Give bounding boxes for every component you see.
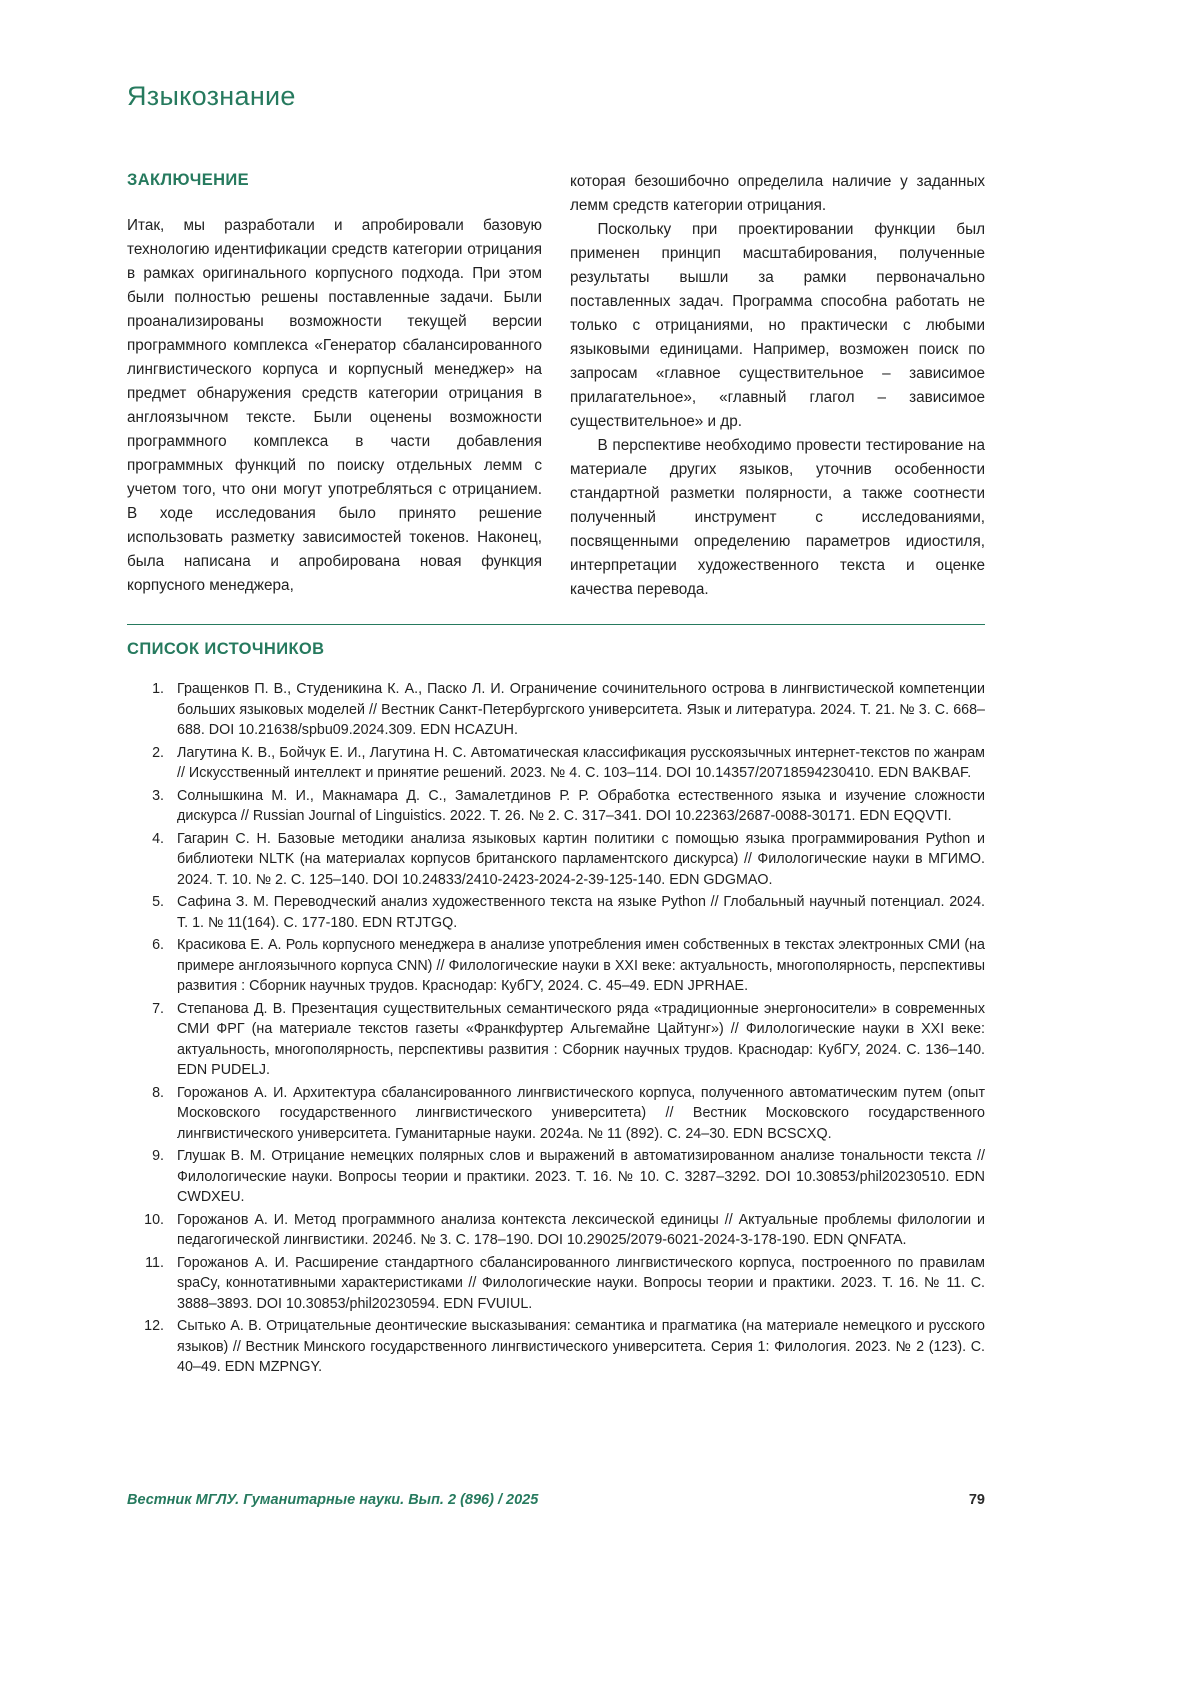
reference-citation: Метод программного анализа контекста лексической единицы // Актуальные проблемы филологии и педагогической лингвистики. 2024б. № 3. С. 178–190. DOI 10.29025/2079-6021-2024-3-178-190. EDN QNFATA. — [177, 1211, 985, 1248]
reference-text — [177, 786, 985, 827]
reference-authors: Степанова Д. В. — [177, 1000, 287, 1017]
reference-item — [127, 1316, 985, 1378]
reference-citation: Роль корпусного менеджера в анализе употребления имен собственных в текстах электронных СМИ (на примере англоязычного корпуса CNN) // Филологические науки в XXI веке: актуальность, многополярность, перспективы развития : Сборник научных трудов. Краснодар: КубГУ, 2024. С. 45–49. EDN JPRHAE. — [177, 937, 985, 994]
page-footer — [127, 1492, 985, 1508]
reference-authors: Гращенков П. В., Студеникина К. А., Паско Л. И. — [177, 681, 505, 697]
sources-heading: СПИСОК ИСТОЧНИКОВ — [127, 640, 325, 658]
left-column — [127, 170, 542, 602]
reference-citation: Презентация существительных семантического ряда «традиционные энергоносители» в современных СМИ ФРГ (на материале текстов газеты «Франкфуртер Альгемайне Цайтунг») // Филологические науки в XXI веке: актуальность, многополярность, перспективы развития : Сборник научных трудов. Краснодар: КубГУ, 2024. С. 136–140. EDN PUDELJ. — [177, 1000, 985, 1078]
reference-citation: Ограничение сочинительного острова в лингвистической компетенции больших языковых моделей // Вестник Санкт-Петербургского университета. Язык и литература. 2024. Т. 21. № 3. С. 668–688. DOI 10.21638/spbu09.2024.309. EDN HCAZUH. — [177, 681, 985, 738]
conclusion-section — [127, 170, 985, 602]
reference-text — [177, 1083, 985, 1145]
reference-item — [127, 999, 985, 1081]
conclusion-heading: ЗАКЛЮЧЕНИЕ — [127, 171, 250, 189]
reference-authors: Красикова Е. А. — [177, 937, 282, 953]
reference-authors: Глушак В. М. — [177, 1148, 266, 1164]
body-paragraph: В перспективе необходимо провести тестирование на материале других языков, уточнив особенности стандартной разметки полярности, а также соотнести полученный инструмент с исследованиями, посвященными определению параметров идиостиля, интерпретации художественного текста и оценке качества перевода. — [570, 437, 985, 598]
reference-text — [177, 829, 985, 891]
reference-citation: Обработка естественного языка и изучение сложности дискурса // Russian Journal of Linguistics. 2022. Т. 26. № 2. С. 317–341. DOI 10.22363/2687-0088-30171. EDN EQQVTI. — [177, 787, 985, 824]
reference-item — [127, 935, 985, 997]
reference-authors: Лагутина К. В., Бойчук Е. И., Лагутина Н. С. — [177, 744, 467, 761]
reference-authors: Сытько А. В. — [177, 1318, 262, 1334]
reference-text — [177, 743, 985, 784]
reference-number: 4. — [152, 830, 164, 847]
reference-citation: Отрицание немецких полярных слов и выражений в автоматизированном анализе тональности текста // Филологические науки. Вопросы теории и практики. 2023. Т. 16. № 10. С. 3287–3292. DOI 10.30853/phil20230510. EDN CWDXEU. — [177, 1148, 985, 1205]
reference-text — [177, 1316, 985, 1378]
reference-number: 3. — [152, 787, 164, 804]
left-column-paragraphs — [127, 214, 542, 598]
footer-journal-title: Вестник МГЛУ. Гуманитарные науки. Вып. 2 (896) / 2025 — [127, 1492, 539, 1508]
reference-number: 8. — [152, 1084, 164, 1101]
section-divider — [127, 624, 985, 625]
reference-text — [177, 935, 985, 997]
reference-number: 1. — [152, 681, 164, 697]
reference-number: 10. — [144, 1211, 164, 1228]
right-column — [570, 170, 985, 602]
reference-citation: Переводческий анализ художественного текста на языке Python // Глобальный научный потенциал. 2024. Т. 1. № 11(164). С. 177-180. EDN RTJTGQ. — [177, 894, 985, 931]
reference-number: 6. — [152, 937, 164, 953]
reference-text — [177, 1210, 985, 1251]
reference-authors: Горожанов А. И. — [177, 1254, 289, 1271]
reference-authors: Солнышкина М. И., Макнамара Д. С., Замалетдинов Р. Р. — [177, 787, 590, 804]
reference-item — [127, 1146, 985, 1208]
reference-text — [177, 999, 985, 1081]
footer-page-number: 79 — [968, 1492, 985, 1508]
reference-number: 7. — [152, 1000, 164, 1017]
reference-citation: Базовые методики анализа языковых картин политики с помощью языка программирования Python и библиотеки NLTK (на материалах корпусов британского парламентского дискурса) // Филологические науки в МГИМО. 2024. Т. 10. № 2. С. 125–140. DOI 10.24833/2410-2423-2024-2-39-125-140. EDN GDGMAO. — [177, 830, 985, 888]
page-content — [127, 0, 985, 1380]
reference-item — [127, 1253, 985, 1315]
reference-item — [127, 829, 985, 891]
body-paragraph: Итак, мы разработали и апробировали базовую технологию идентификации средств категории отрицания в рамках оригинального корпусного подхода. При этом были полностью решены поставленные задачи. Были проанализированы возможности текущей версии программного комплекса «Генератор сбалансированного лингвистического корпуса и корпусный менеджер» на предмет обнаружения средств категории отрицания в англоязычном тексте. Были оценены возможности программного комплекса в части добавления программных функций по поиску отдельных лемм с учетом того, что они могут употребляться с отрицанием. В ходе исследования было принято решение использовать разметку зависимостей токенов. Наконец, была написана и апробирована новая функция корпусного менеджера, — [127, 217, 542, 594]
reference-authors: Сафина З. М. — [177, 894, 270, 910]
reference-text — [177, 1253, 985, 1315]
reference-text — [177, 679, 985, 741]
reference-number: 5. — [152, 894, 164, 910]
reference-citation: Отрицательные деонтические высказывания: семантика и прагматика (на материале немецкого и русского языков) // Вестник Минского государственного лингвистического университета. Серия 1: Филология. 2023. № 2 (123). С. 40–49. EDN MZPNGY. — [177, 1318, 985, 1375]
reference-number: 2. — [152, 744, 164, 761]
reference-text — [177, 892, 985, 933]
reference-item — [127, 743, 985, 784]
reference-authors: Горожанов А. И. — [177, 1211, 289, 1228]
reference-citation: Автоматическая классификация русскоязычных интернет-текстов по жанрам // Искусственный интеллект и принятие решений. 2023. № 4. С. 103–114. DOI 10.14357/20718594230410. EDN BAKBAF. — [177, 744, 985, 781]
reference-citation: Архитектура сбалансированного лингвистического корпуса, полученного автоматическим путем (опыт Московского государственного лингвистического университета) // Вестник Московского государственного лингвистического университета. Гуманитарные науки. 2024а. № 11 (892). С. 24–30. EDN BCSCXQ. — [177, 1084, 985, 1142]
reference-item — [127, 892, 985, 933]
reference-number: 11. — [145, 1254, 164, 1271]
reference-number: 9. — [152, 1148, 164, 1164]
sources-list — [127, 679, 985, 1378]
reference-authors: Гагарин С. Н. — [177, 830, 271, 847]
reference-item — [127, 1210, 985, 1251]
body-paragraph: которая безошибочно определила наличие у заданных лемм средств категории отрицания. — [570, 173, 985, 214]
reference-item — [127, 1083, 985, 1145]
reference-item — [127, 786, 985, 827]
reference-authors: Горожанов А. И. — [177, 1084, 288, 1101]
reference-item — [127, 679, 985, 741]
reference-number: 12. — [144, 1318, 164, 1334]
body-paragraph: Поскольку при проектировании функции был применен принцип масштабирования, полученные результаты вышли за рамки первоначально поставленных задач. Программа способна работать не только с отрицаниями, но практически с любыми языковыми единицами. Например, возможен поиск по запросам «главное существительное – зависимое прилагательное», «главный глагол – зависимое существительное» и др. — [570, 221, 985, 430]
section-running-head: Языкознание — [127, 81, 296, 111]
reference-citation: Расширение стандартного сбалансированного лингвистического корпуса, построенного по правилам spaCy, коннотативными характеристиками // Филологические науки. Вопросы теории и практики. 2023. Т. 16. № 11. С. 3888–3893. DOI 10.30853/phil20230594. EDN FVUIUL. — [177, 1254, 985, 1312]
reference-text — [177, 1146, 985, 1208]
